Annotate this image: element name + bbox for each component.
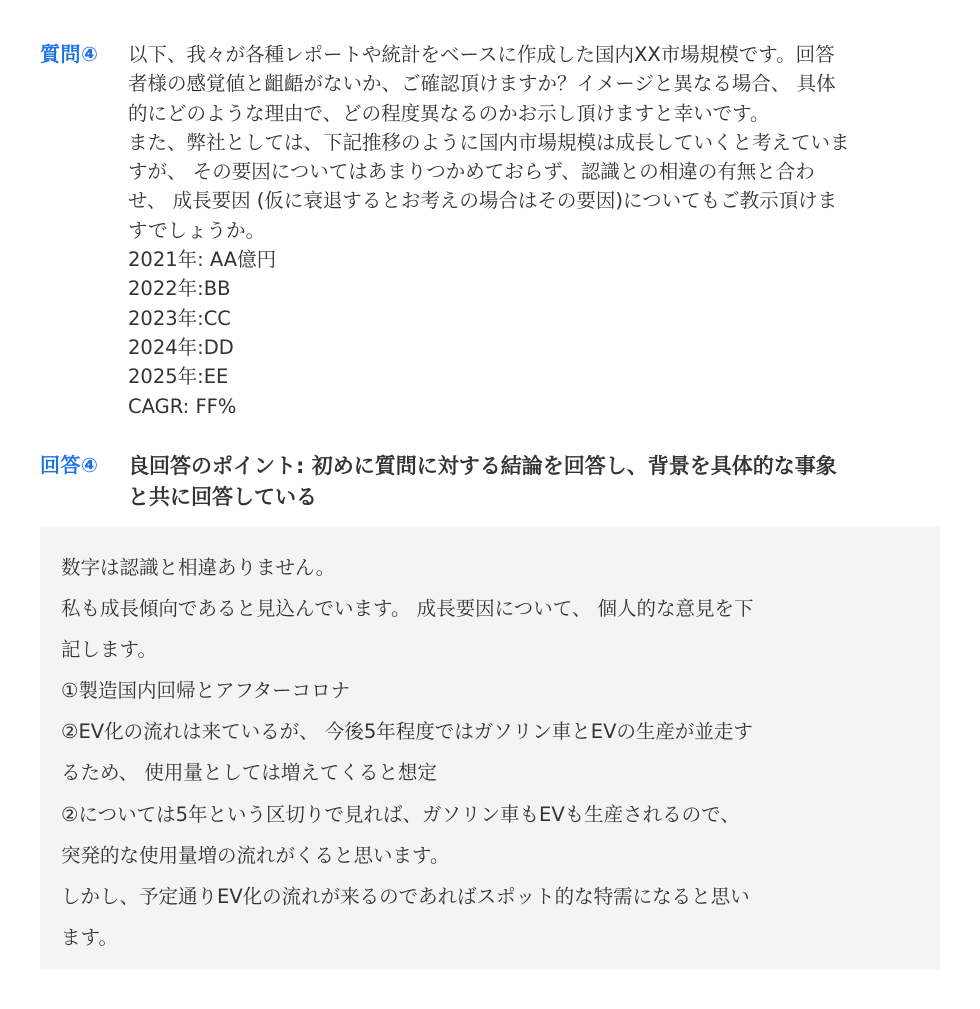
answer-point-title-line: 良回答のポイント: 初めに質問に対する結論を回答し、背景を具体的な事象 bbox=[128, 454, 837, 478]
market-size-2025: 2025年:EE bbox=[128, 365, 229, 389]
answer-point-title-line: と共に回答している bbox=[128, 485, 317, 509]
answer-line: ます。 bbox=[61, 925, 118, 949]
market-size-2022: 2022年:BB bbox=[128, 277, 231, 301]
answer-line: しかし、予定通りEV化の流れが来るのであればスポット的な特需になると思い bbox=[61, 884, 750, 908]
market-size-2023: 2023年:CC bbox=[128, 306, 231, 330]
question-line: また、弊社としては、下記推移のように国内市場規模は成長していくと考えていま bbox=[128, 130, 850, 154]
answer-line: 私も成長傾向であると見込んでいます。 成長要因について、 個人的な意見を下 bbox=[61, 597, 754, 621]
answer-line: 記します。 bbox=[61, 638, 157, 662]
question-line: せ、 成長要因 (仮に衰退するとお考えの場合はその要因)についてもご教示頂けま bbox=[128, 189, 838, 213]
answer-line: るため、 使用量としては増えてくると想定 bbox=[61, 761, 437, 785]
answer-line: 数字は認識と相違ありません。 bbox=[61, 556, 336, 579]
question-section bbox=[40, 40, 940, 421]
answer-line: ②EV化の流れは来ているが、 今後5年程度ではガソリン車とEVの生産が並走す bbox=[61, 720, 753, 744]
question-label: 質問④ bbox=[40, 42, 99, 66]
answer-line: ①製造国内回帰とアフターコロナ bbox=[61, 679, 351, 703]
question-line: すが、 その要因についてはあまりつかめておらず、認識との相違の有無と合わ bbox=[128, 160, 815, 184]
answer-line: ②については5年という区切りで見れば、ガソリン車もEVも生産されるので、 bbox=[61, 802, 740, 826]
market-cagr: CAGR: FF% bbox=[128, 394, 237, 418]
answer-label: 回答④ bbox=[40, 453, 99, 477]
question-text bbox=[128, 40, 940, 421]
market-size-2024: 2024年:DD bbox=[128, 335, 234, 359]
answer-box bbox=[40, 527, 940, 969]
market-size-2021: 2021年: AA億円 bbox=[128, 248, 277, 272]
answer-heading bbox=[40, 451, 940, 513]
question-line: 者様の感覚値と齟齬がないか、ご確認頂けますか？イメージと異なる場合、 具体 bbox=[128, 72, 836, 96]
answer-line: 突発的な使用量増の流れがくると思います。 bbox=[61, 843, 450, 867]
question-line: 的にどのような理由で、どの程度異なるのかお示し頂けますと幸いです。 bbox=[128, 101, 770, 125]
answer-point-title bbox=[128, 451, 940, 513]
question-line: すでしょうか。 bbox=[128, 218, 266, 242]
question-line: 以下、我々が各種レポートや統計をベースに作成した国内XX市場規模です。回答 bbox=[128, 43, 835, 66]
